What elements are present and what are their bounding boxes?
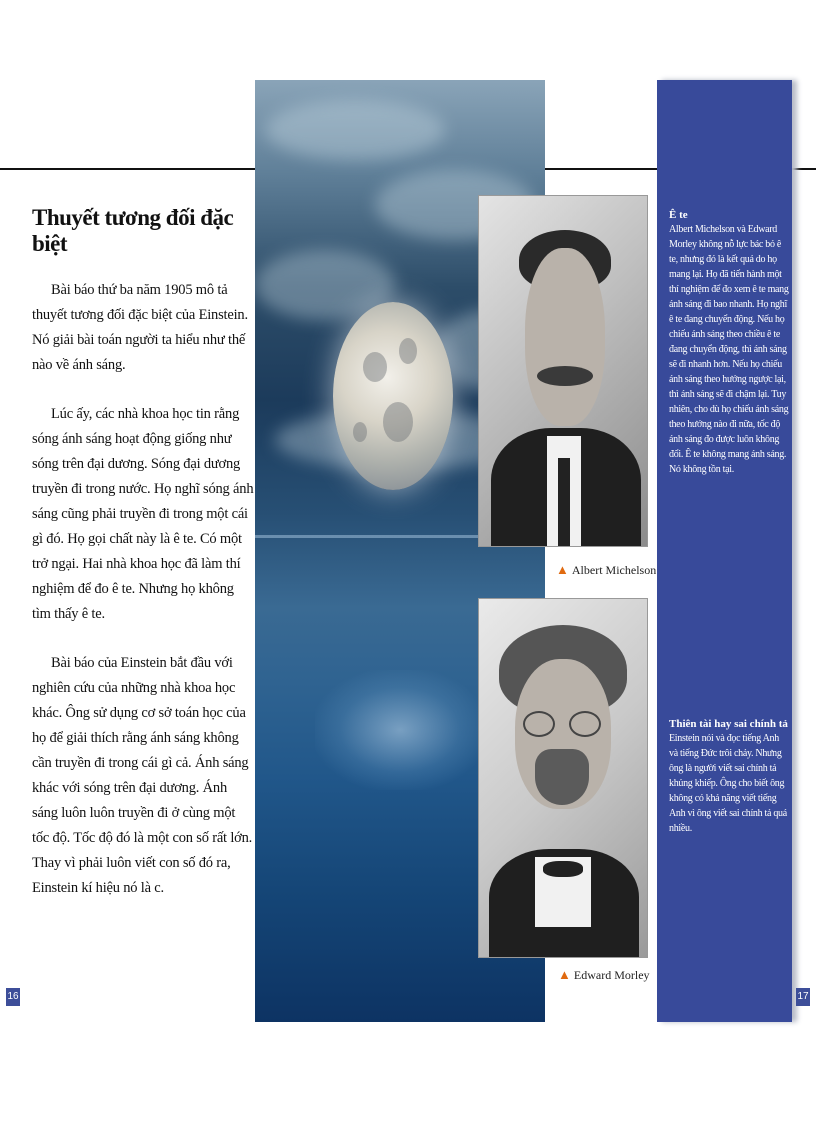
glasses-lens	[569, 711, 601, 737]
caption-text: Edward Morley	[573, 968, 650, 982]
sidebar-text: Einstein nói và đọc tiếng Anh và tiếng Đức trôi chảy. Nhưng ông là người viết sai chính tả khủng khiếp. Ông cho biết ông không có khả năng viết tiếng Anh vì ông viết sai chính tả quá nhiều.	[669, 733, 787, 834]
tie	[558, 458, 570, 547]
bow-tie	[543, 861, 583, 877]
article-title: Thuyết tương đối đặc biệt	[32, 205, 234, 257]
moon-crater	[363, 352, 387, 382]
mustache	[537, 366, 593, 386]
sidebar-heading: Thiên tài hay sai chính tả	[669, 718, 788, 730]
sidebar-heading: Ê te	[669, 209, 688, 221]
sidebar-text: Albert Michelson và Edward Morley không nỗ lực bác bỏ ê te, nhưng đó là kết quả do họ mang lại. Họ đã tiến hành một thí nghiệm để đo xem ê te mang ánh sáng đi bao nhanh. Họ nghĩ ê te đang chuyển động. Nếu họ chiếu ánh sáng theo chiều ê te đang chuyển động, thì ánh sáng sẽ đi nhanh hơn. Nếu họ chiếu ánh sáng theo hướng ngược lại, thì ánh sáng sẽ đi chậm lại. Tuy nhiên, cho dù họ chiếu ánh sáng theo hướng nào đi nữa, tốc độ ánh sáng đo được luôn không đổi. Ê te không mang ánh sáng. Nó không tồn tại.	[669, 224, 789, 475]
photo-edward-morley	[478, 598, 648, 958]
photo-albert-michelson	[478, 195, 648, 547]
arrow-up-icon: ▲	[558, 967, 571, 982]
beard	[535, 749, 589, 805]
sidebar-box-spelling	[669, 717, 789, 836]
sidebar	[657, 80, 792, 1022]
moon-reflection	[315, 670, 485, 790]
article-paragraph-1: Bài báo thứ ba năm 1905 mô tả thuyết tương đối đặc biệt của Einstein. Nó giải bài toán người ta hiểu như thế nào về ánh sáng.	[32, 281, 248, 373]
page-number-right: 17	[796, 988, 810, 1006]
caption-text: Albert Michelson	[571, 563, 657, 577]
page-number-left: 16	[6, 988, 20, 1006]
article-column	[32, 205, 254, 925]
moon-crater	[383, 402, 413, 442]
caption-albert-michelson	[556, 562, 656, 578]
moon-crater	[399, 338, 417, 364]
moon	[333, 302, 453, 490]
sidebar-box-ether	[669, 208, 789, 477]
cloud	[265, 100, 445, 160]
article-paragraph-3: Bài báo của Einstein bắt đầu với nghiên cứu của những nhà khoa học khác. Ông sử dụng cơ sở toán học của họ để giải thích rằng ánh sáng không cần truyền đi trong cái gì cả. Ánh sáng khác với sóng trên đại dương. Ánh sáng luôn luôn truyền đi ở cùng một tốc độ. Tốc độ đó là một con số rất lớn. Thay vì phải luôn viết con số đó ra, Einstein kí hiệu nó là c.	[32, 654, 253, 896]
arrow-up-icon: ▲	[556, 562, 569, 577]
article-paragraph-2: Lúc ấy, các nhà khoa học tin rằng sóng ánh sáng hoạt động giống như sóng trên đại dương. Sóng đại dương truyền đi trong nước. Họ nghĩ sóng ánh sáng cũng phải truyền đi trong một cái gì đó. Họ gọi chất này là ê te. Có một trở ngại. Hai nhà khoa học đã làm thí nghiệm để đo ê te. Nhưng họ không tìm thấy ê te.	[32, 405, 254, 622]
glasses-lens	[523, 711, 555, 737]
moon-crater	[353, 422, 367, 442]
face	[525, 248, 605, 426]
caption-edward-morley	[558, 967, 650, 983]
